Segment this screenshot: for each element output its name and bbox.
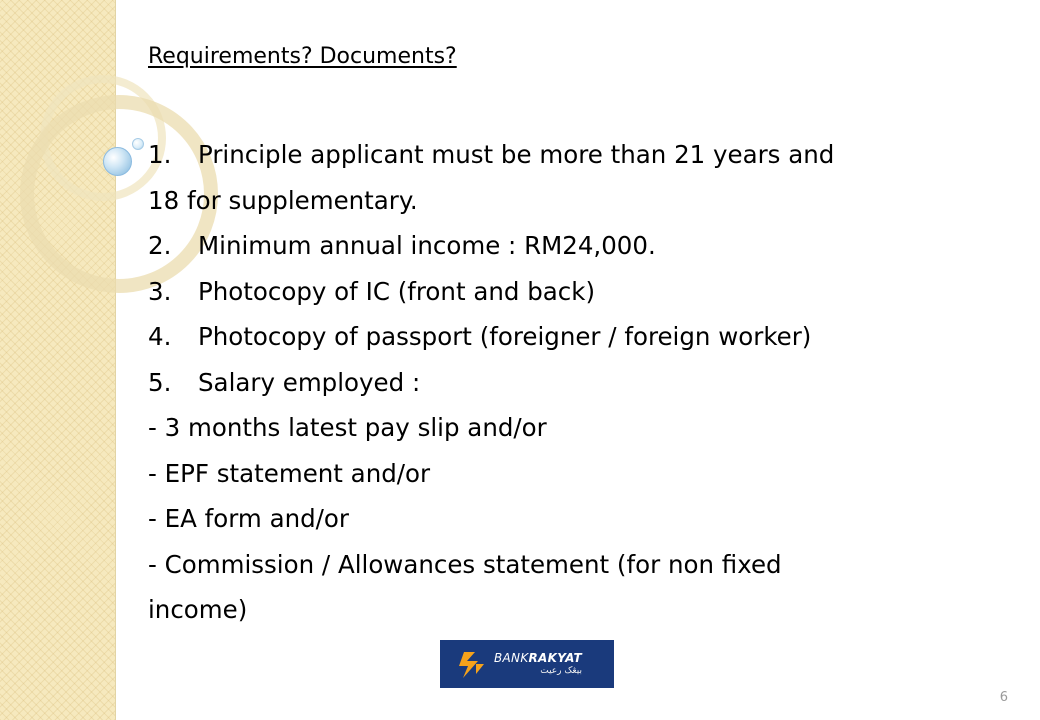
- logo-text: [494, 651, 582, 677]
- salary-sub-item-commission-continuation: income): [148, 595, 248, 624]
- item-number: 3.: [148, 276, 172, 306]
- logo-brand-prefix: BANK: [494, 651, 529, 665]
- decorative-bubble-large: [103, 147, 132, 176]
- requirement-item-5: [148, 360, 1008, 406]
- item-text: Photocopy of passport (foreigner / foreign worker): [198, 322, 812, 351]
- requirement-item-2: [148, 223, 1008, 269]
- item-number: 5.: [148, 367, 172, 397]
- requirement-item-3: [148, 269, 1008, 315]
- item-number: 4.: [148, 322, 172, 351]
- item-text: Photocopy of IC (front and back): [198, 276, 596, 306]
- logo-brand-bold: RAKYAT: [528, 651, 582, 665]
- salary-sub-item-epf: - EPF statement and/or: [148, 458, 431, 488]
- requirements-list: [148, 132, 1008, 633]
- logo-brand: [494, 651, 582, 666]
- requirement-item-1: [148, 132, 1008, 178]
- item-text: Minimum annual income : RM24,000.: [198, 231, 656, 260]
- logo-jawi-text: بيڠک رعيت: [540, 666, 582, 676]
- decorative-side-band: [0, 0, 115, 720]
- bank-rakyat-logo: [440, 640, 614, 688]
- salary-sub-item-ea-form: - EA form and/or: [148, 504, 349, 533]
- side-band-divider: [115, 0, 116, 720]
- slide-heading: Requirements? Documents?: [148, 44, 457, 69]
- page-number: 6: [999, 690, 1008, 705]
- item-text: Principle applicant must be more than 21 years and: [198, 140, 835, 169]
- requirement-item-4: [148, 314, 1008, 360]
- bank-rakyat-mark-icon: [450, 644, 490, 684]
- item-number: 1.: [148, 140, 172, 169]
- item-number: 2.: [148, 231, 172, 260]
- decorative-bubble-small: [132, 138, 144, 150]
- item-text: Salary employed :: [198, 367, 421, 397]
- salary-sub-item-payslip: - 3 months latest pay slip and/or: [148, 413, 547, 442]
- salary-sub-item-commission: - Commission / Allowances statement (for non fixed: [148, 549, 782, 579]
- requirement-item-1-continuation: 18 for supplementary.: [148, 185, 418, 215]
